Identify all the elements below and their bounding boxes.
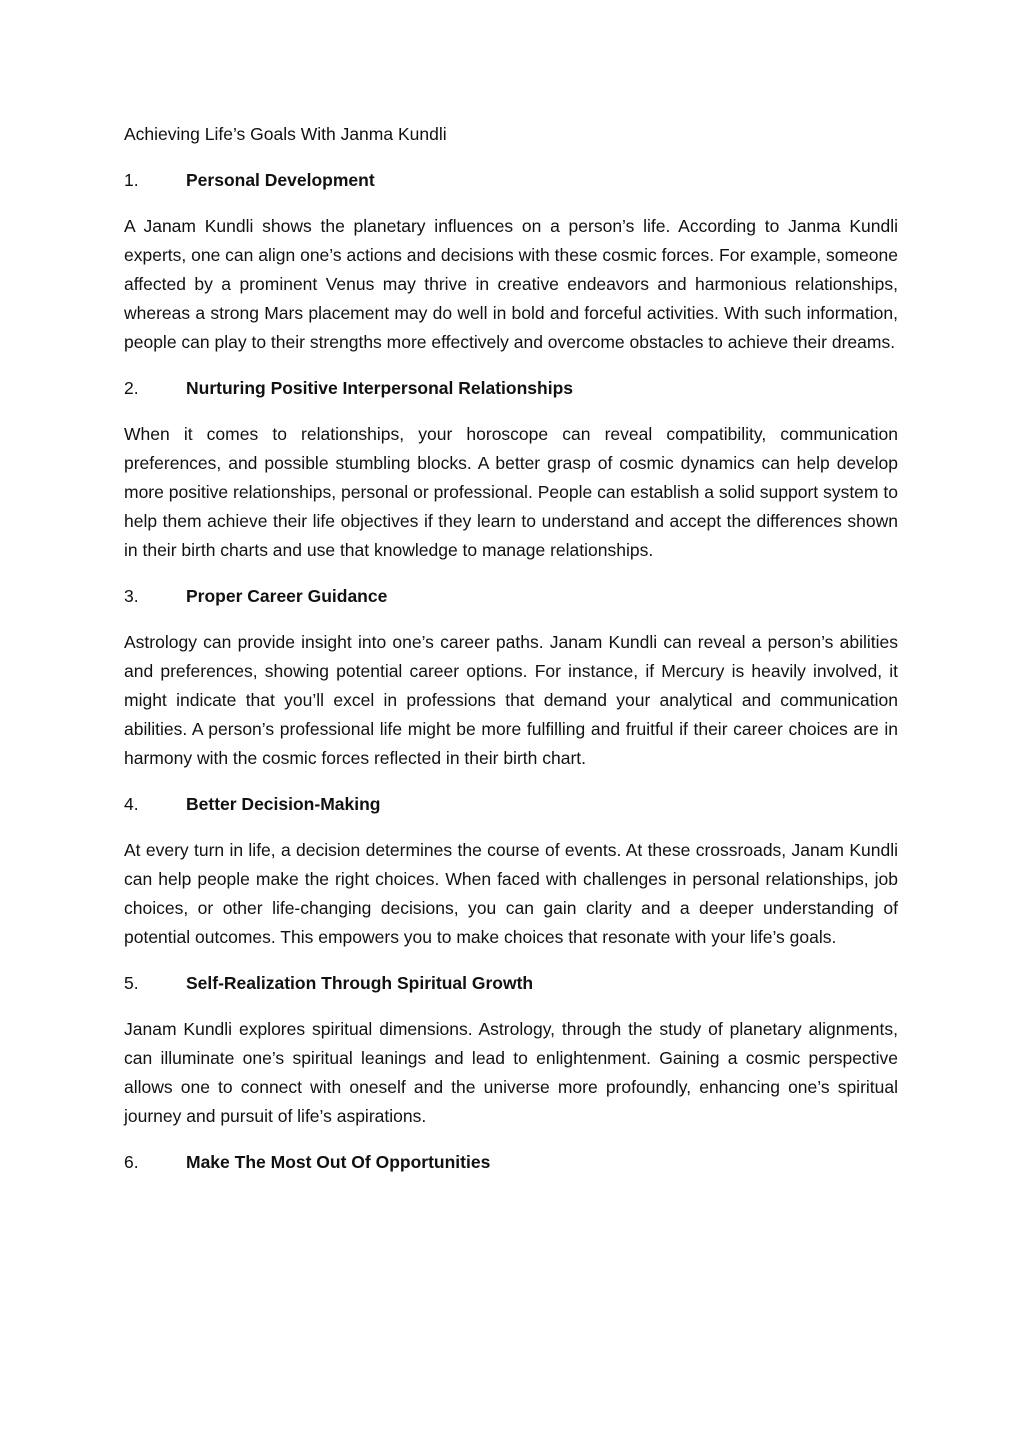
section-number: 3. (124, 586, 139, 606)
section-body-relationships: When it comes to relationships, your horoscope can reveal compatibility, communication preferences, and possible stumbling blocks. A better grasp of cosmic dynamics can help develop more positive relationships, personal or professional. People can establish a solid support system to help them achieve their life objectives if they learn to understand and accept the differences shown in their birth charts and use that knowledge to manage relationships. (124, 424, 898, 560)
section-body-spiritual-growth: Janam Kundli explores spiritual dimensions. Astrology, through the study of planetary alignments, can illuminate one’s spiritual leanings and lead to enlightenment. Gaining a cosmic perspective allows one to connect with oneself and the universe more profoundly, enhancing one’s spiritual journey and pursuit of life’s aspirations. (124, 1019, 898, 1126)
section-number: 5. (124, 973, 139, 993)
section-body-personal-development: A Janam Kundli shows the planetary influences on a person’s life. According to Janma Kundli experts, one can align one’s actions and decisions with these cosmic forces. For example, someone affected by a prominent Venus may thrive in creative endeavors and harmonious relationships, whereas a strong Mars placement may do well in bold and forceful activities. With such information, people can play to their strengths more effectively and overcome obstacles to achieve their dreams. (124, 216, 898, 352)
section-body-decision-making: At every turn in life, a decision determines the course of events. At these crossroads, Janam Kundli can help people make the right choices. When faced with challenges in personal relationships, job choices, or other life-changing decisions, you can gain clarity and a deeper understanding of potential outcomes. This empowers you to make choices that resonate with your life’s goals. (124, 840, 898, 947)
section-title: Self-Realization Through Spiritual Growth (186, 973, 534, 993)
section-heading-spiritual-growth (124, 969, 898, 998)
section-title: Better Decision-Making (186, 794, 381, 814)
section-number: 2. (124, 378, 139, 398)
section-body-career-guidance: Astrology can provide insight into one’s career paths. Janam Kundli can reveal a person’s abilities and preferences, showing potential career options. For instance, if Mercury is heavily involved, it might indicate that you’ll excel in professions that demand your analytical and communication abilities. A person’s professional life might be more fulfilling and fruitful if their career choices are in harmony with the cosmic forces reflected in their birth chart. (124, 632, 898, 768)
section-title: Proper Career Guidance (186, 586, 388, 606)
document-page (124, 120, 898, 1194)
section-number: 1. (124, 170, 139, 190)
section-heading-personal-development (124, 166, 898, 195)
section-heading-opportunities (124, 1148, 898, 1177)
section-number: 6. (124, 1152, 139, 1172)
section-title: Nurturing Positive Interpersonal Relationships (186, 378, 574, 398)
section-title: Make The Most Out Of Opportunities (186, 1152, 491, 1172)
section-heading-career-guidance (124, 582, 898, 611)
section-heading-decision-making (124, 790, 898, 819)
section-title: Personal Development (186, 170, 375, 190)
document-title: Achieving Life’s Goals With Janma Kundli (124, 124, 447, 144)
section-number: 4. (124, 794, 139, 814)
section-heading-relationships (124, 374, 898, 403)
